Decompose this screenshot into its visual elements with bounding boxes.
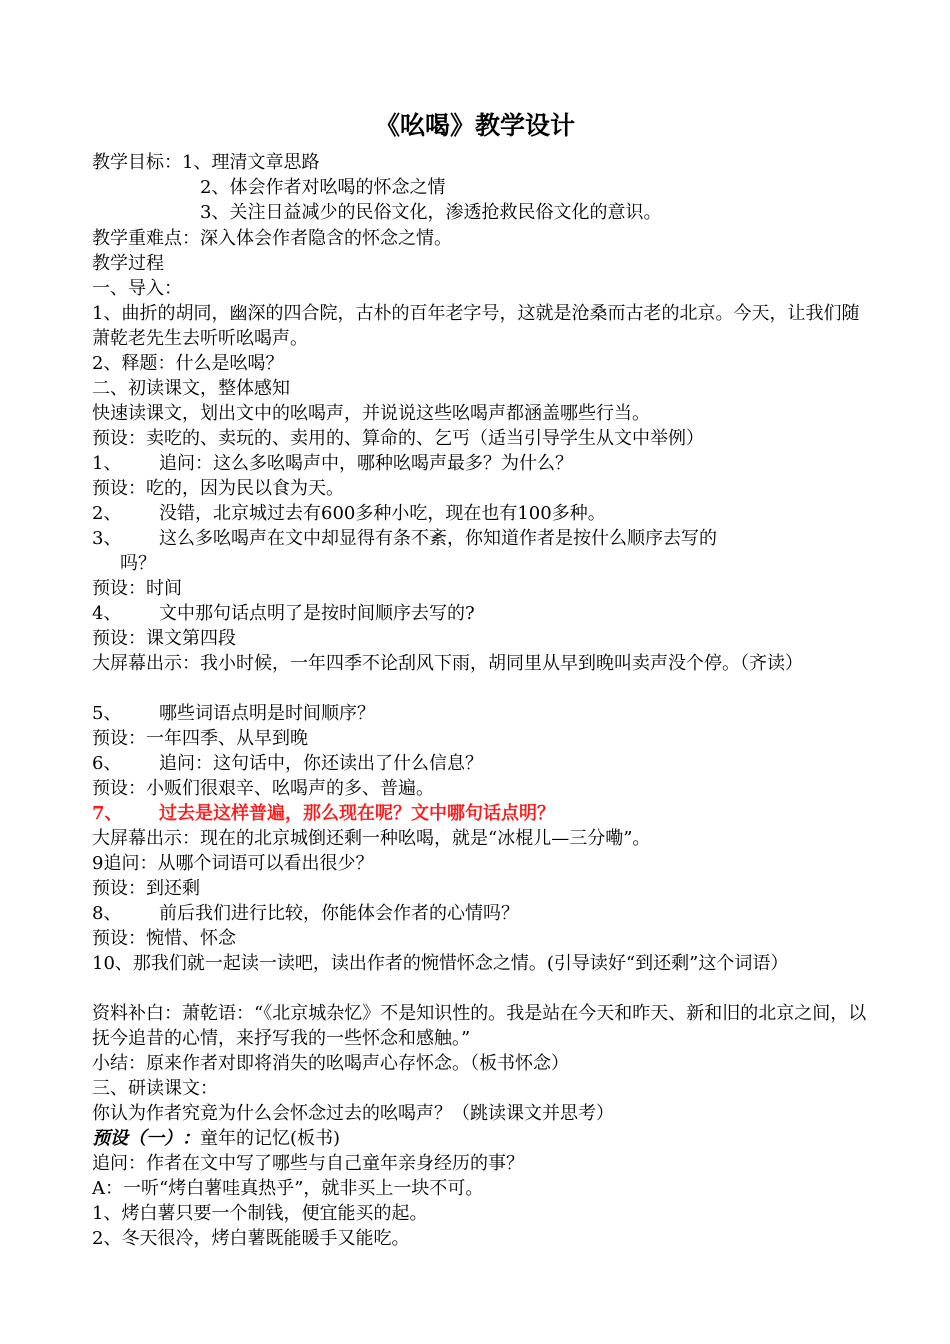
preset-1: 预设：吃的，因为民以食为天。 — [92, 478, 344, 499]
point-a-1: 1、烤白薯只要一个制钱，便宜能买的起。 — [92, 1203, 428, 1224]
point-a-2: 2、冬天很冷，烤白薯既能暖手又能吃。 — [92, 1228, 410, 1249]
screen-quote-1: 大屏幕出示：我小时候，一年四季不论刮风下雨，胡同里从早到晚叫卖声没个停。（齐读） — [92, 653, 803, 674]
preset-4: 预设：课文第四段 — [92, 628, 236, 649]
question-9: 9追问：从哪个词语可以看出很少？ — [92, 853, 374, 874]
section-3-heading: 三、研读课文： — [92, 1078, 218, 1099]
section-2-heading: 二、初读课文，整体感知 — [92, 378, 290, 399]
teaching-process-heading: 教学过程 — [92, 253, 164, 274]
preset-3: 预设：时间 — [92, 578, 182, 599]
teaching-goal-2: 2、体会作者对吆喝的怀念之情 — [200, 177, 446, 198]
question-6: 6、 追问：这句话中，你还读出了什么信息？ — [92, 753, 483, 774]
question-1: 1、 追问：这么多吆喝声中，哪种吆喝声最多？为什么？ — [92, 453, 573, 474]
teaching-goal-3: 3、关注日益减少的民俗文化，渗透抢救民俗文化的意识。 — [200, 202, 662, 223]
question-7-highlight: 7、 过去是这样普遍，那么现在呢？文中哪句话点明？ — [92, 803, 555, 824]
supplementary-material: 资料补白：萧乾语：“《北京城杂忆》不是知识性的。我是站在今天和昨天、新和旧的北京之间，以抚今追昔的心情，来抒写我的一些怀念和感触。” — [92, 1003, 867, 1049]
screen-quote-2: 大屏幕出示：现在的北京城倒还剩一种吆喝，就是“冰棍儿—三分嘞”。 — [92, 828, 651, 849]
question-10: 10、那我们就一起读一读吧，读出作者的惋惜怀念之情。(引导读好“到还剩”这个词语） — [92, 953, 789, 974]
preset-6: 预设：小贩们很艰辛、吆喝声的多、普遍。 — [92, 778, 434, 799]
preset-trades: 预设：卖吃的、卖玩的、卖用的、算命的、乞丐（适当引导学生从文中举例） — [92, 428, 704, 449]
question-5: 5、 哪些词语点明是时间顺序？ — [92, 703, 375, 724]
question-4: 4、 文中那句话点明了是按时间顺序去写的? — [92, 603, 475, 624]
preset-5: 预设：一年四季、从早到晚 — [92, 728, 308, 749]
section-1-heading: 一、导入： — [92, 278, 182, 299]
preset-8: 预设：惋惜、怀念 — [92, 928, 236, 949]
question-8: 8、 前后我们进行比较，你能体会作者的心情吗？ — [92, 903, 519, 924]
intro-title-explain: 2、释题：什么是吆喝？ — [92, 353, 284, 374]
point-a: A：一听“烤白薯哇真热乎”，就非买上一块不可。 — [92, 1178, 484, 1199]
preset-one: 预设（一）：童年的记忆(板书) — [92, 1128, 341, 1149]
preset-9: 预设：到还剩 — [92, 878, 200, 899]
intro-paragraph: 1、曲折的胡同，幽深的四合院，古朴的百年老字号，这就是沧桑而古老的北京。今天，让我们随萧乾老先生去听听吆喝声。 — [92, 303, 860, 349]
teaching-goal-1: 教学目标：1、理清文章思路 — [92, 152, 320, 173]
fast-read-task: 快速读课文，划出文中的吆喝声，并说说这些吆喝声都涵盖哪些行当。 — [92, 403, 650, 424]
follow-up-question: 追问：作者在文中写了哪些与自己童年亲身经历的事？ — [92, 1153, 524, 1174]
question-3: 3、 这么多吆喝声在文中却显得有条不紊，你知道作者是按什么顺序去写的 — [92, 528, 717, 549]
question-3-cont: 吗？ — [120, 553, 156, 574]
summary: 小结：原来作者对即将消失的吆喝声心存怀念。（板书怀念） — [92, 1053, 569, 1074]
page-title: 《吆喝》教学设计 — [374, 111, 575, 140]
question-2: 2、 没错，北京城过去有600多种小吃，现在也有100多种。 — [92, 503, 606, 524]
section-3-question: 你认为作者究竟为什么会怀念过去的吆喝声？（跳读课文并思考） — [92, 1103, 614, 1124]
key-difficulty: 教学重难点：深入体会作者隐含的怀念之情。 — [92, 228, 452, 249]
preset-one-label: 预设（一）： — [92, 1128, 200, 1149]
goal-label: 教学目标： — [92, 152, 182, 173]
